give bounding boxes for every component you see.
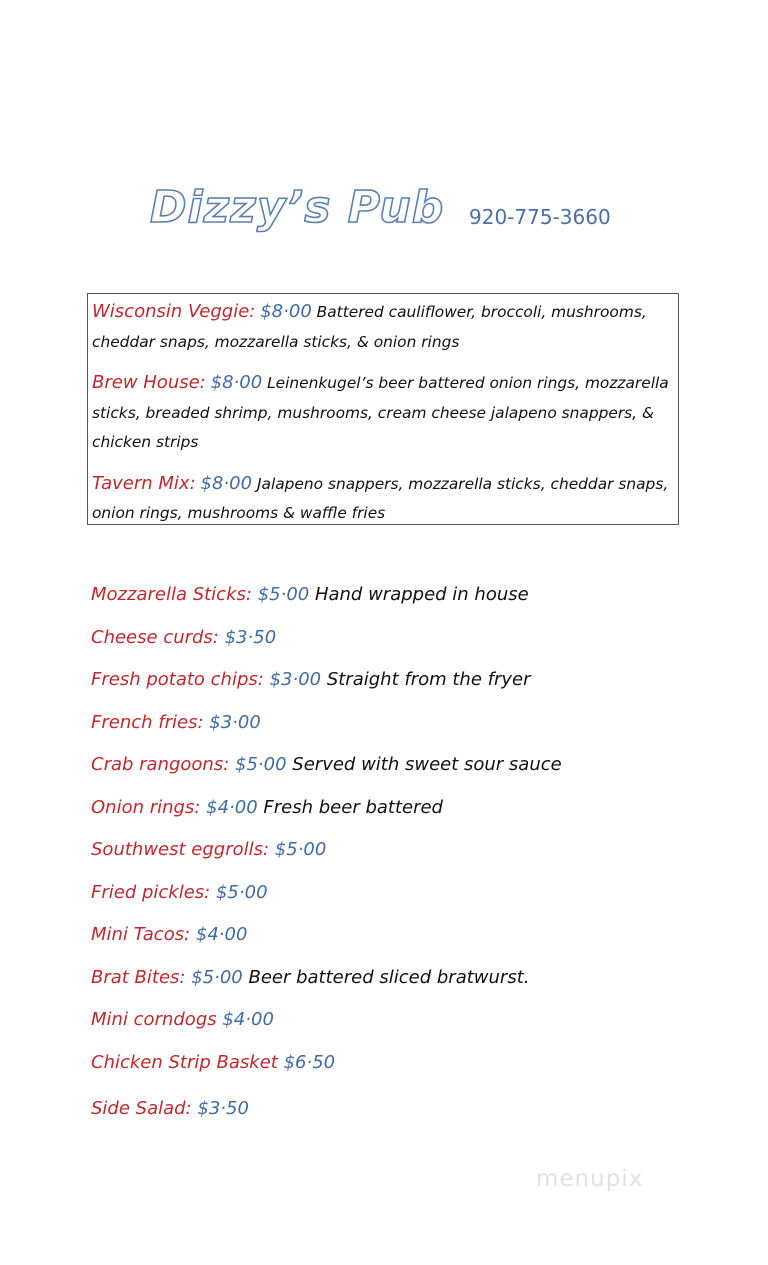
- menu-item-price: $4·00: [222, 1009, 274, 1030]
- combo-description: Jalapeno snappers, mozzarella sticks, cheddar snaps, onion rings, mushrooms & waffle fries: [92, 474, 669, 522]
- menu-item-name: Chicken Strip Basket: [91, 1051, 278, 1073]
- combo-price: $8·00: [260, 301, 312, 322]
- menu-item: [91, 878, 562, 921]
- menu-item-price: $5·00: [274, 839, 327, 860]
- menu-item: [91, 750, 562, 793]
- combo-name: Brew House:: [92, 372, 206, 393]
- menu-item-name: Mozzarella Sticks:: [91, 584, 252, 605]
- menu-item-price: $3·00: [209, 711, 261, 733]
- menu-item: [91, 793, 562, 836]
- menu-item-price: $4·00: [195, 924, 248, 945]
- menu-item: [91, 1005, 562, 1048]
- menu-item-name: Cheese curds:: [91, 626, 219, 648]
- menu-item-name: Side Salad:: [91, 1098, 192, 1119]
- combo-item: [92, 297, 672, 357]
- menu-item: [91, 580, 562, 623]
- menu-item-price: $5·00: [235, 754, 287, 775]
- combo-description: Leinenkugel’s beer battered onion rings, mozzarella sticks, breaded shrimp, mushrooms, cream cheese jalapeno snappers, & chicken strips: [92, 374, 669, 451]
- combo-price: $8·00: [200, 472, 253, 494]
- combo-description: Battered cauliflower, broccoli, mushrooms, cheddar snaps, mozzarella sticks, & onion rings: [92, 303, 647, 351]
- menu-item-description: Served with sweet sour sauce: [292, 754, 562, 775]
- menu-item-description: Beer battered sliced bratwurst.: [248, 966, 530, 988]
- combo-platters-box: [87, 293, 679, 525]
- combo-item: [92, 469, 672, 529]
- menu-item: [91, 1048, 562, 1091]
- combo-name: Tavern Mix:: [92, 472, 196, 494]
- menu-item-price: $5·00: [215, 881, 268, 903]
- menu-item-name: Crab rangoons:: [91, 754, 230, 775]
- pub-name-title: Dizzy’s Pub: [150, 182, 445, 233]
- menu-item-description: Hand wrapped in house: [314, 584, 529, 605]
- menu-item-description: Straight from the fryer: [326, 669, 531, 690]
- menu-item-price: $3·50: [224, 626, 277, 648]
- menu-item: [91, 963, 562, 1006]
- phone-number: 920-775-3660: [469, 205, 611, 229]
- appetizer-list: [91, 580, 562, 1137]
- menu-item: [91, 708, 562, 751]
- combo-price: $8·00: [210, 372, 263, 393]
- menupix-watermark: menupix: [536, 1166, 644, 1192]
- menu-item: [91, 835, 562, 878]
- combo-name: Wisconsin Veggie:: [92, 301, 256, 322]
- menu-item-name: Fresh potato chips:: [91, 669, 264, 690]
- menu-item-name: Mini corndogs: [91, 1009, 217, 1030]
- menu-item: [91, 1094, 562, 1137]
- menu-item-name: Southwest eggrolls:: [91, 839, 270, 860]
- menu-item-price: $5·00: [257, 584, 310, 605]
- menu-item-name: Fried pickles:: [91, 881, 211, 903]
- menu-item: [91, 623, 562, 666]
- menu-item-price: $6·50: [283, 1051, 336, 1073]
- menu-item-name: Mini Tacos:: [91, 924, 191, 945]
- menu-item-price: $3·50: [197, 1098, 249, 1119]
- combo-item: [92, 368, 672, 458]
- menu-item-description: Fresh beer battered: [263, 796, 443, 818]
- menu-item-price: $5·00: [191, 966, 243, 988]
- menu-item: [91, 665, 562, 708]
- menu-item: [91, 920, 562, 963]
- menu-item-price: $3·00: [269, 669, 322, 690]
- menu-item-name: Brat Bites:: [91, 966, 186, 988]
- menu-item-price: $4·00: [206, 796, 258, 818]
- menu-item-name: French fries:: [91, 711, 204, 733]
- menu-item-name: Onion rings:: [91, 796, 201, 818]
